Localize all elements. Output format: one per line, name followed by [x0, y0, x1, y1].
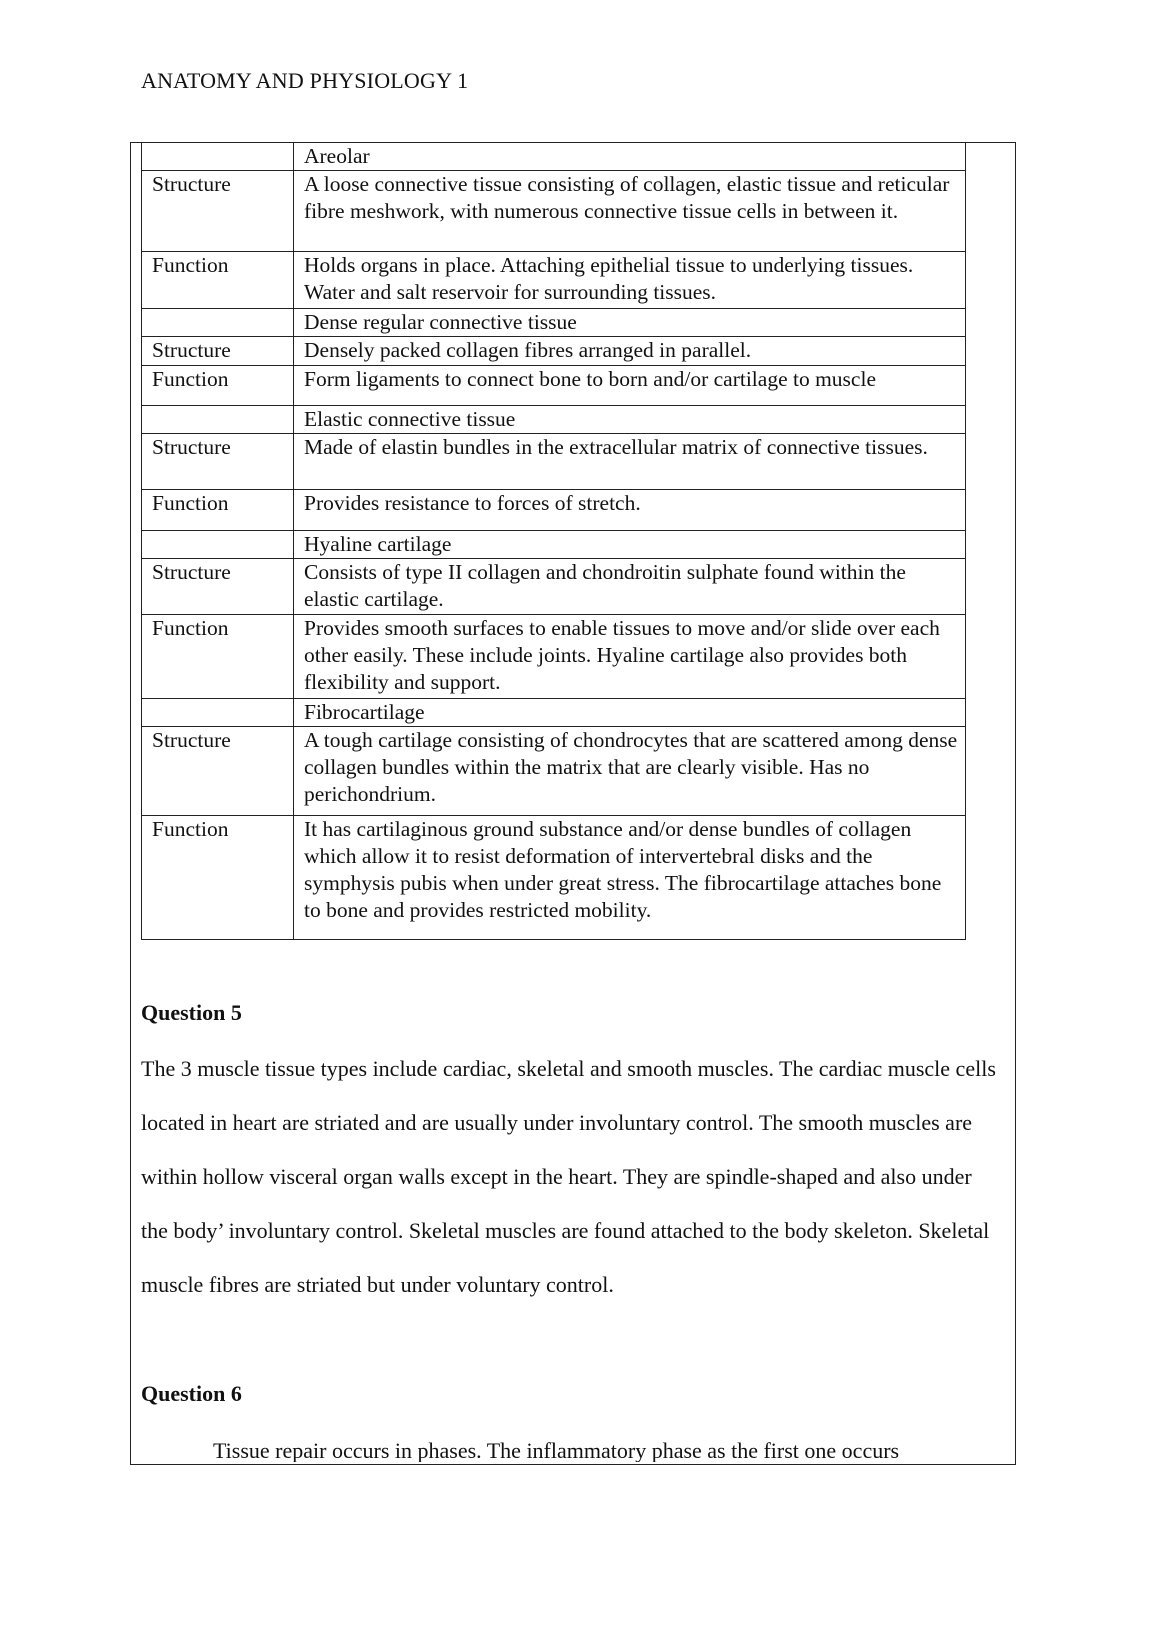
table-row: [142, 143, 966, 171]
row-label: [142, 143, 294, 171]
tissue-name: Areolar: [294, 143, 966, 171]
table-row: [142, 727, 966, 816]
row-description: Provides resistance to forces of stretch.: [294, 490, 966, 531]
row-label: Structure: [142, 171, 294, 252]
row-description: Provides smooth surfaces to enable tissues to move and/or slide over each other easily. These include joints. Hyaline cartilage also provides both flexibility and support.: [294, 615, 966, 699]
question-5-heading: Question 5: [141, 1000, 242, 1025]
tissue-name: Hyaline cartilage: [294, 531, 966, 559]
table-row: [142, 366, 966, 406]
row-label: Function: [142, 615, 294, 699]
row-label: Function: [142, 816, 294, 940]
row-description: Densely packed collagen fibres arranged in parallel.: [294, 337, 966, 366]
row-label: Structure: [142, 559, 294, 615]
tissue-name: Dense regular connective tissue: [294, 309, 966, 337]
table-row: [142, 490, 966, 531]
tissue-name: Elastic connective tissue: [294, 406, 966, 434]
row-label: [142, 406, 294, 434]
row-description: It has cartilaginous ground substance and/or dense bundles of collagen which allow it to resist deformation of intervertebral disks and the symphysis pubis when under great stress. The fibrocartilage attaches bone to bone and provides restricted mobility.: [294, 816, 966, 940]
table-row: [142, 699, 966, 727]
table-row: [142, 615, 966, 699]
table-row: [142, 171, 966, 252]
table-row: [142, 559, 966, 615]
row-label: Function: [142, 490, 294, 531]
row-label: Structure: [142, 434, 294, 490]
table-row: [142, 816, 966, 940]
row-description: A tough cartilage consisting of chondrocytes that are scattered among dense collagen bundles within the matrix that are clearly visible. Has no perichondrium.: [294, 727, 966, 816]
tissue-table: [141, 142, 966, 940]
table-row: [142, 252, 966, 309]
row-description: A loose connective tissue consisting of collagen, elastic tissue and reticular fibre meshwork, with numerous connective tissue cells in between it.: [294, 171, 966, 252]
question-5-paragraph: The 3 muscle tissue types include cardiac, skeletal and smooth muscles. The cardiac muscle cells located in heart are striated and are usually under involuntary control. The smooth muscles are within hollow visceral organ walls except in the heart. They are spindle-shaped and also under the body’ involuntary control. Skeletal muscles are found attached to the body skeleton. Skeletal muscle fibres are striated but under voluntary control.: [141, 1056, 996, 1297]
question-6-heading: Question 6: [141, 1381, 242, 1406]
question-6-paragraph: Tissue repair occurs in phases. The inflammatory phase as the first one occurs: [213, 1438, 900, 1462]
row-label: [142, 531, 294, 559]
page-header: ANATOMY AND PHYSIOLOGY 1: [141, 68, 469, 93]
tissue-name: Fibrocartilage: [294, 699, 966, 727]
table-row: [142, 434, 966, 490]
row-label: [142, 309, 294, 337]
table-row: [142, 337, 966, 366]
table-row: [142, 406, 966, 434]
row-label: Function: [142, 366, 294, 406]
row-description: Form ligaments to connect bone to born and/or cartilage to muscle: [294, 366, 966, 406]
row-label: Structure: [142, 727, 294, 816]
table-row: [142, 309, 966, 337]
row-label: Function: [142, 252, 294, 309]
row-label: Structure: [142, 337, 294, 366]
row-description: Holds organs in place. Attaching epithelial tissue to underlying tissues. Water and salt reservoir for surrounding tissues.: [294, 252, 966, 309]
row-description: Made of elastin bundles in the extracellular matrix of connective tissues.: [294, 434, 966, 490]
row-label: [142, 699, 294, 727]
row-description: Consists of type II collagen and chondroitin sulphate found within the elastic cartilage.: [294, 559, 966, 615]
table-row: [142, 531, 966, 559]
